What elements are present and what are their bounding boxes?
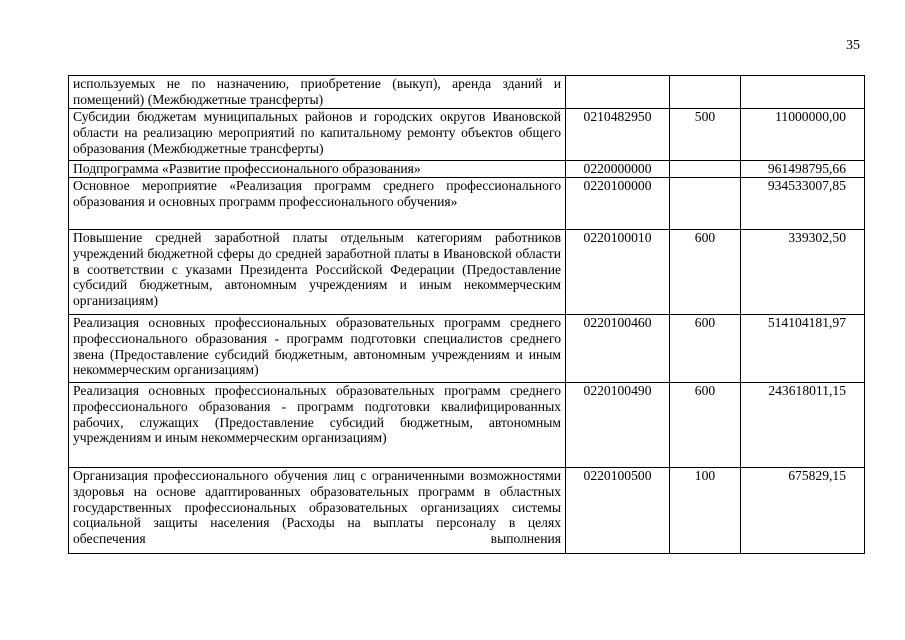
- row-target-code: 0220100010: [566, 230, 670, 315]
- row-expense-type: 100: [670, 468, 741, 554]
- row-description: Субсидии бюджетам муниципальных районов и городских округов Ивановской области на реализацию мероприятий по капитальному ремонту объектов общего образования (Межбюджетные трансферты): [69, 109, 566, 161]
- row-amount: 11000000,00: [741, 109, 865, 161]
- row-target-code: 0210482950: [566, 109, 670, 161]
- row-expense-type: [670, 76, 741, 109]
- row-amount: 961498795,66: [741, 161, 865, 178]
- row-description: Организация профессионального обучения лиц с ограниченными возможностями здоровья на основе адаптированных образовательных программ в областных государственных профессиональных образовательных организациях системы социальной защиты населения (Расходы на выплаты персоналу в целях обеспечения выполнения: [69, 468, 566, 554]
- row-expense-type: 600: [670, 315, 741, 383]
- row-description: Повышение средней заработной платы отдельным категориям работников учреждений бюджетной сферы до средней заработной платы в Ивановской области в соответствии с указами Президента Российской Федерации (Предоставление субсидий бюджетным, автономным учреждениям и иным некоммерческим организациям): [69, 230, 566, 315]
- row-target-code: 0220100000: [566, 178, 670, 230]
- row-expense-type: 600: [670, 383, 741, 468]
- row-amount: 934533007,85: [741, 178, 865, 230]
- row-expense-type: 600: [670, 230, 741, 315]
- table-row: [69, 315, 865, 383]
- row-expense-type: [670, 178, 741, 230]
- row-amount: 339302,50: [741, 230, 865, 315]
- row-target-code: 0220100500: [566, 468, 670, 554]
- table-row: [69, 76, 865, 109]
- page-number: 35: [846, 38, 860, 53]
- row-target-code: 0220100460: [566, 315, 670, 383]
- table-row: [69, 178, 865, 230]
- row-target-code: 0220100490: [566, 383, 670, 468]
- row-expense-type: 500: [670, 109, 741, 161]
- row-amount: 675829,15: [741, 468, 865, 554]
- table-row: [69, 109, 865, 161]
- budget-table: [68, 75, 865, 554]
- row-description: Реализация основных профессиональных образовательных программ среднего профессионального образования - программ подготовки квалифицированных рабочих, служащих (Предоставление субсидий бюджетным, автономным учреждениям и иным некоммерческим организациям): [69, 383, 566, 468]
- row-description: Подпрограмма «Развитие профессионального образования»: [69, 161, 566, 178]
- table-row: [69, 383, 865, 468]
- row-target-code: 0220000000: [566, 161, 670, 178]
- row-description: Основное мероприятие «Реализация программ среднего профессионального образования и основных программ профессионального обучения»: [69, 178, 566, 230]
- table-row: [69, 230, 865, 315]
- row-target-code: [566, 76, 670, 109]
- row-amount: 243618011,15: [741, 383, 865, 468]
- row-amount: [741, 76, 865, 109]
- row-expense-type: [670, 161, 741, 178]
- row-description: используемых не по назначению, приобретение (выкуп), аренда зданий и помещений) (Межбюджетные трансферты): [69, 76, 566, 109]
- row-amount: 514104181,97: [741, 315, 865, 383]
- row-description: Реализация основных профессиональных образовательных программ среднего профессионального образования - программ подготовки специалистов среднего звена (Предоставление субсидий бюджетным, автономным учреждениям и иным некоммерческим организациям): [69, 315, 566, 383]
- table-row: [69, 468, 865, 554]
- table-row: [69, 161, 865, 178]
